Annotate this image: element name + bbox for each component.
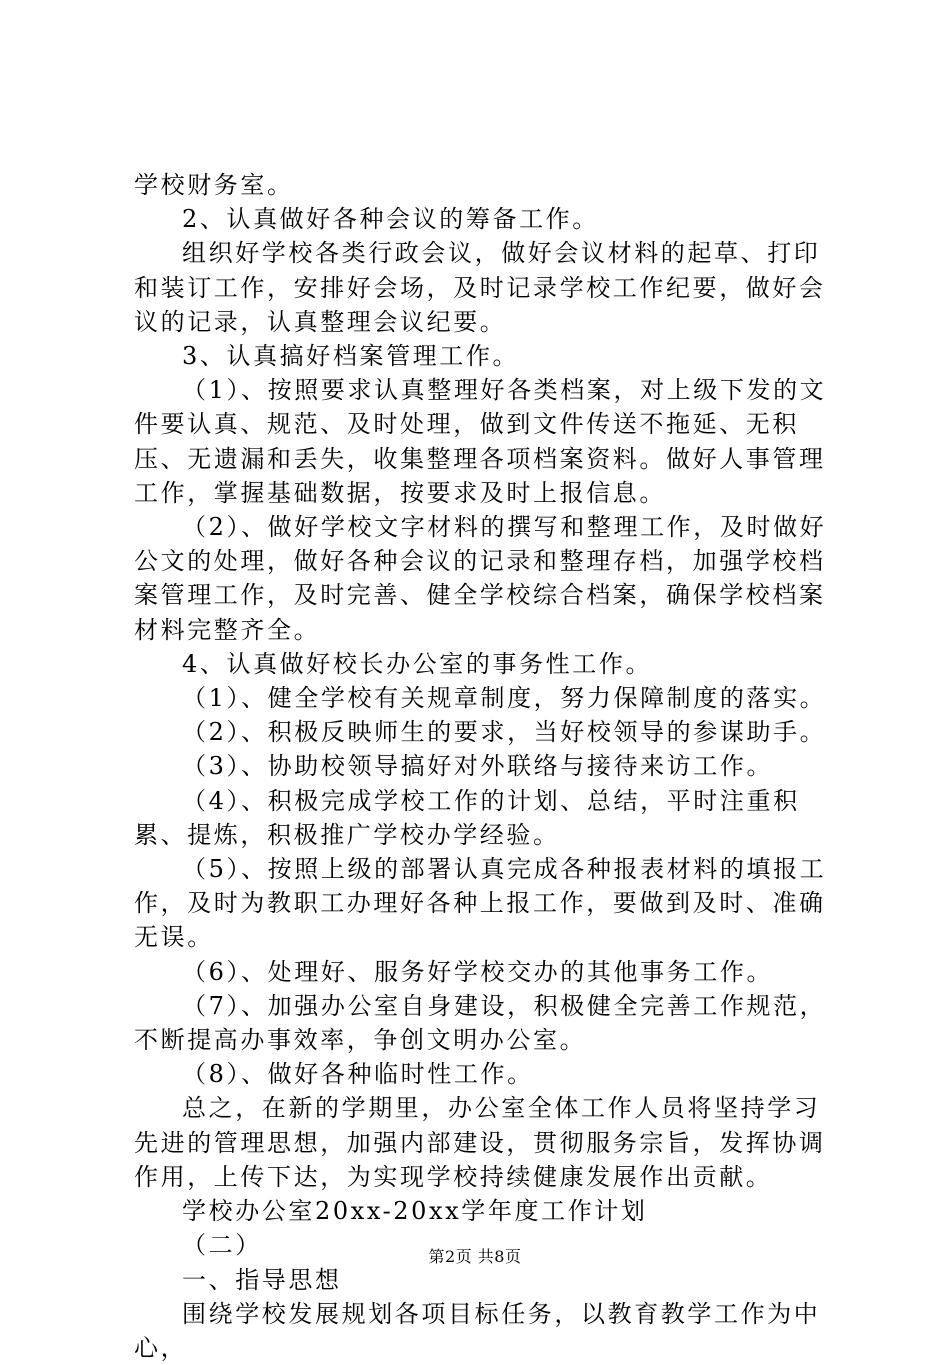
- paragraph-office-item-7: （7）、加强办公室自身建设，积极健全完善工作规范，不断提高办事效率，争创文明办公室。: [134, 991, 827, 1055]
- heading-meeting-preparation: 2、认真做好各种会议的筹备工作。: [182, 205, 599, 234]
- paragraph-office-item-4: （4）、积极完成学校工作的计划、总结，平时注重积累、提炼，积极推广学校办学经验。: [134, 786, 800, 849]
- heading-principal-office: 4、认真做好校长办公室的事务性工作。: [182, 649, 653, 678]
- paragraph-office-item-6: （6）、处理好、服务好学校交办的其他事务工作。: [182, 957, 774, 986]
- paragraph-office-item-1: （1）、健全学校有关规章制度，努力保障制度的落实。: [182, 684, 827, 713]
- paragraph-archive-item-2: （2）、做好学校文字材料的撰写和整理工作，及时做好公文的处理，做好各种会议的记录和整理存档，加强学校档案管理工作，及时完善、健全学校综合档案，确保学校档案材料完整齐全。: [134, 513, 827, 644]
- document-body: [134, 168, 834, 1365]
- paragraph-office-item-5: （5）、按照上级的部署认真完成各种报表材料的填报工作，及时为教职工办理好各种上报工作，要做到及时、准确无误。: [134, 855, 827, 952]
- paragraph-meeting-details: 组织好学校各类行政会议，做好会议材料的起草、打印和装订工作，安排好会场，及时记录学校工作纪要，做好会议的记录，认真整理会议纪要。: [134, 239, 826, 336]
- plan-title: 学校办公室20xx-20xx学年度工作计划: [182, 1197, 648, 1226]
- paragraph-guiding-ideology: 围绕学校发展规划各项目标任务，以教育教学工作为中心，: [134, 1299, 821, 1362]
- heading-guiding-ideology: 一、指导思想: [182, 1265, 342, 1294]
- paragraph-office-item-8: （8）、做好各种临时性工作。: [182, 1060, 534, 1089]
- paragraph-archive-item-1: （1）、按照要求认真整理好各类档案，对上级下发的文件要认真、规范、及时处理，做到文件传送不拖延、无积压、无遗漏和丢失，收集整理各项档案资料。做好人事管理工作，掌握基础数据，按要求及时上报信息。: [134, 376, 827, 507]
- plan-part-label: （二）: [182, 1231, 262, 1260]
- paragraph-summary: 总之，在新的学期里，办公室全体工作人员将坚持学习先进的管理思想，加强内部建设，贯彻服务宗旨，发挥协调作用，上传下达，为实现学校持续健康发展作出贡献。: [134, 1094, 826, 1191]
- paragraph-office-item-2: （2）、积极反映师生的要求，当好校领导的参谋助手。: [182, 718, 827, 747]
- heading-archive-management: 3、认真搞好档案管理工作。: [182, 342, 520, 371]
- paragraph-1: 学校财务室。: [134, 171, 294, 199]
- paragraph-office-item-3: （3）、协助校领导搞好对外联络与接待来访工作。: [182, 752, 774, 781]
- page-number: 第2页 共8页: [428, 1247, 522, 1266]
